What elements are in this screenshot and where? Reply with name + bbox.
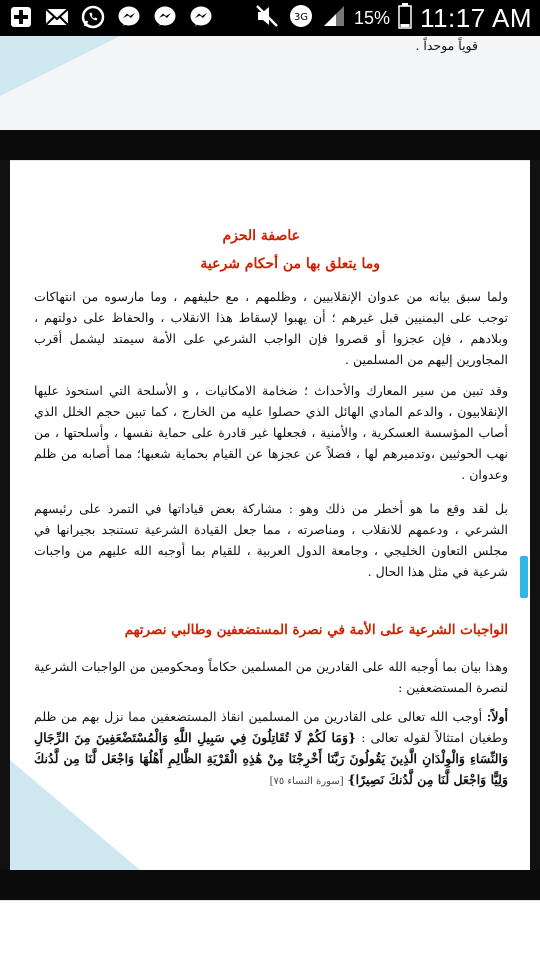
messenger-icon (152, 4, 178, 30)
document-page[interactable] (10, 160, 530, 870)
svg-text:3G: 3G (293, 12, 309, 23)
plus-icon (8, 4, 34, 30)
page-separator (0, 870, 540, 900)
document-page-next (0, 900, 540, 960)
status-bar (0, 0, 540, 36)
page-top-edge (10, 160, 530, 161)
scrollbar-thumb[interactable] (520, 556, 528, 598)
page-text-tail: قوياً موحداً . (415, 38, 478, 53)
page-corner-decoration (0, 36, 120, 96)
page-top-edge (0, 900, 540, 901)
paragraph: ولما سبق بيانه من عدوان الإنقلابيين ، وظلمهم ، مع حليفهم ، وما مارسوه من انتهاكات توجب على اليمنيين قبل غيرهم ؛ أن يهبوا لإسقاط هذا الانقلاب ، والحفاظ على دولتهم ، وبلادهم ، فإن عجزوا أو قصروا فإن الواجب الشرعي على الأمة سيمتد ليشمل أقرب المجاورين إليهم من المسلمين . (34, 289, 508, 367)
system-status (254, 2, 532, 34)
verse-reference: [سورة النساء ٧٥] (269, 776, 344, 787)
battery-percent: 15% (354, 7, 391, 28)
page-number: ١١ (34, 42, 58, 67)
messenger-icon (116, 4, 142, 30)
page-corner-decoration (10, 760, 140, 870)
page-shadow-left (0, 160, 10, 870)
messenger-icon (188, 4, 214, 30)
document-page-previous (0, 36, 540, 130)
paragraph: بل لقد وقع ما هو أخطر من ذلك وهو : مشاركة بعض قياداتها في التمرد على رئيسهم الشرعي ، ودعمهم للانقلاب ، ومناصرته ، مما جعل القيادة الشرعية تستنجد بجيرانها في مجلس التعاون الخليجي ، وجامعة الدول العربية ، للقيام بما أوجبه الله عليهم من واجبات شرعية في مثل هذا الحال . (34, 501, 508, 579)
page-subtitle: وما يتعلق بها من أحكام شرعية (200, 256, 380, 272)
signal-icon (322, 4, 346, 32)
point-label: أولاً: (486, 709, 508, 724)
mail-icon (44, 4, 70, 30)
paragraph: وهذا بيان بما أوجبه الله على القادرين من المسلمين حكاماً ومحكومين من الواجبات الشرعية لنصرة المستضعفين : (34, 659, 508, 695)
network-3g-icon (288, 3, 314, 33)
mute-icon (254, 3, 280, 33)
notification-icons (8, 4, 214, 30)
page-number: ١٢ (40, 805, 64, 830)
clock: 11:17 AM (420, 2, 532, 33)
quran-verse: {وَمَا لَكُمْ لَا تُقَاتِلُونَ فِي سَبِيلِ اللَّهِ وَالْمُسْتَضْعَفِينَ مِنَ الرِّجَالِ وَالنِّسَاءِ وَالْوِلْدَانِ الَّذِينَ يَقُولُونَ رَبَّنَا أَخْرِجْنَا مِنْ هَٰذِهِ الْقَرْيَةِ الظَّالِمِ أَهْلُهَا وَاجْعَل لَّنَا مِن لَّدُنكَ وَلِيًّا وَاجْعَل لَّنَا مِن لَّدُنكَ نَصِيرًا} (34, 730, 508, 787)
section-heading: الواجبات الشرعية على الأمة في نصرة المستضعفين وطالبي نصرتهم (124, 622, 508, 638)
battery-icon (398, 3, 412, 33)
paragraph: وقد تبين من سير المعارك والأحداث ؛ ضخامة الامكانيات ، و الأسلحة التي استحوذ عليها الإنقلابيون ، والدعم المادي الهائل الذي حصلوا عليه من الخارج ، كما تبين حجم الخلل الذي أصاب المؤسسة العسكرية ، والأمنية ، فجعلها غير قادرة على حماية نفسها ، وأسلحتها ، من نهب الحوثيين ،وتدميرهم لها ، فضلاً عن عجزها عن القيام بحماية شعبها؛ مما أصابه من ظلم وعدوان . (34, 383, 508, 482)
whatsapp-icon (80, 4, 106, 30)
point-text: أوجب الله تعالى على القادرين من المسلمين انقاذ المستضعفين مما نزل بهم من ظلم وطغيان امتثالاً لقوله تعالى : (34, 709, 508, 745)
page-separator (0, 130, 540, 160)
page-shadow-right (530, 160, 540, 870)
page-title: عاصفة الحزم (222, 228, 300, 244)
